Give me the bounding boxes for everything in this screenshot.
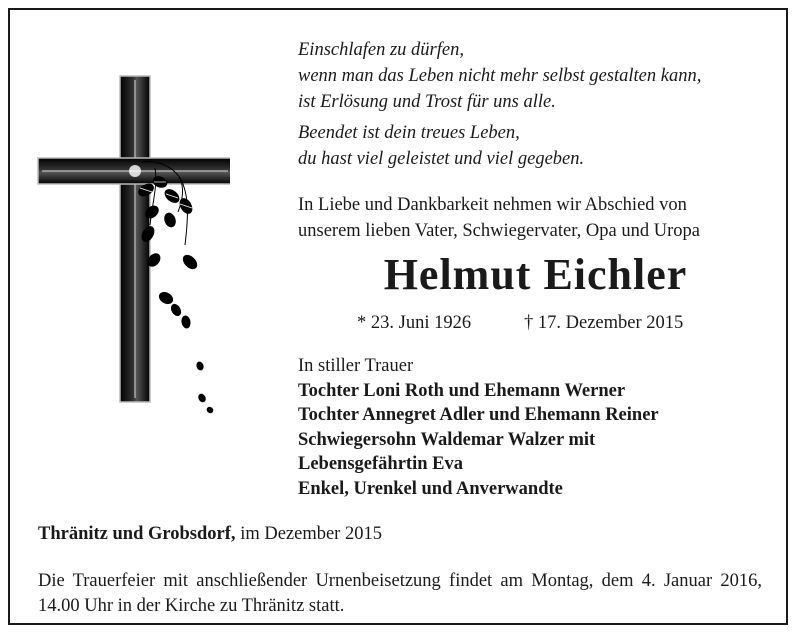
poem-line: Beendet ist dein treues Leben, [298,123,520,143]
poem-stanza-2 [298,120,584,172]
place-date-line [38,522,382,546]
mourners-heading: In stiller Trauer [298,356,414,376]
mourner-line: Enkel, Urenkel und Anverwandte [298,478,563,499]
mourner-line: Tochter Loni Roth und Ehemann Werner [298,380,626,401]
intro-line: unserem lieben Vater, Schwiegervater, Opa und Uropa [298,221,700,241]
farewell-intro [298,192,700,244]
deceased-name: Helmut Eichler [383,250,688,299]
intro-line: In Liebe und Dankbarkeit nehmen wir Abschied von [298,195,687,215]
poem-line: du hast viel geleistet und viel gegeben. [298,149,585,169]
mourner-line: Tochter Annegret Adler und Ehemann Reiner [298,405,659,425]
cross-icon [30,70,230,420]
birth-date: * 23. Juni 1926 [357,313,472,333]
mourner-line: Lebensgefährtin Eva [298,454,463,474]
notice-date: im Dezember 2015 [235,524,382,544]
poem-stanza-1 [298,37,701,115]
mourners-block [298,354,659,501]
mourner-line: Schwiegersohn Waldemar Walzer mit [298,429,596,450]
place-name: Thränitz und Grobsdorf, [38,524,236,544]
death-date: † 17. Dezember 2015 [524,313,684,333]
funeral-notice: Die Trauerfeier mit anschließender Urnenbeisetzung findet am Montag, dem 4. Januar 2016, 14.00 Uhr in der Kirche zu Thränitz statt. [38,571,762,616]
poem-line: wenn man das Leben nicht mehr selbst gestalten kann, [298,66,702,86]
poem-line: Einschlafen zu dürfen, [298,40,464,60]
poem-line: ist Erlösung und Trost für uns alle. [298,92,556,112]
